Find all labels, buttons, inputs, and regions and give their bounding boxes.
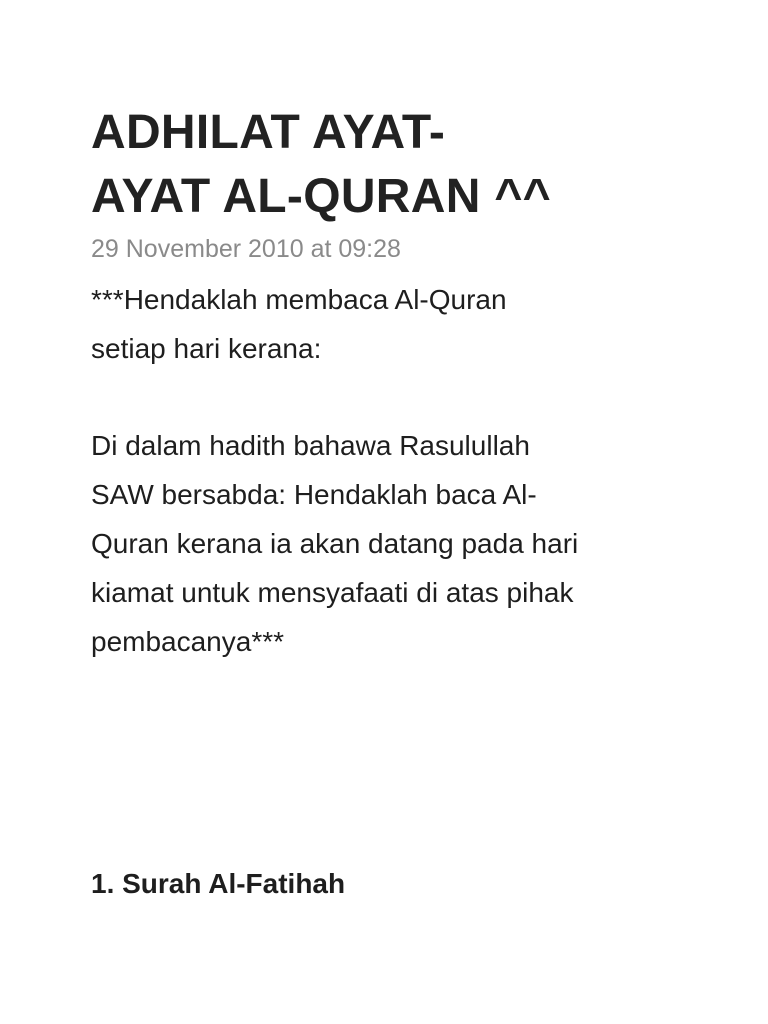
intro-line-1: ***Hendaklah membaca Al-Quran: [91, 284, 507, 315]
hadith-line-2: SAW bersabda: Hendaklah baca Al-: [91, 479, 537, 510]
hadith-line-4: kiamat untuk mensyafaati di atas pihak: [91, 577, 574, 608]
page-title-line-2: AYAT AL-QURAN ^^: [91, 170, 552, 223]
intro-line-2: setiap hari kerana:: [91, 333, 322, 364]
hadith-line-3: Quran kerana ia akan datang pada hari: [91, 528, 579, 559]
intro-paragraph: [91, 275, 691, 373]
hadith-line-1: Di dalam hadith bahawa Rasulullah: [91, 430, 530, 461]
section-heading-surah-al-fatihah: 1. Surah Al-Fatihah: [91, 868, 346, 899]
hadith-line-5: pembacanya***: [91, 626, 285, 657]
page-title: [91, 101, 711, 229]
post-date: 29 November 2010 at 09:28: [91, 235, 401, 263]
page-title-line-1: ADHILAT AYAT-: [91, 106, 446, 159]
hadith-paragraph: [91, 421, 691, 666]
